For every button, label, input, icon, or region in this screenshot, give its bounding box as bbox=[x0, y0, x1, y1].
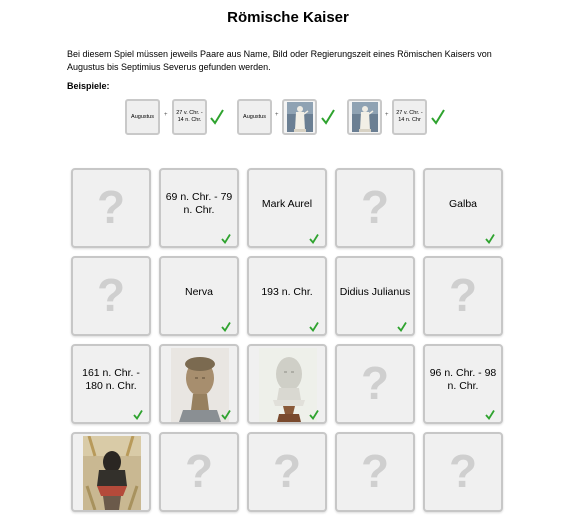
check-icon bbox=[309, 231, 319, 242]
memory-card-image bbox=[247, 344, 327, 424]
question-mark-icon: ? bbox=[96, 181, 126, 233]
check-icon bbox=[485, 407, 495, 418]
memory-card-hidden[interactable] bbox=[247, 432, 327, 512]
question-mark-icon: ? bbox=[184, 445, 214, 497]
memory-card-name bbox=[335, 256, 415, 336]
memory-card-image bbox=[159, 344, 239, 424]
example-plus: + bbox=[164, 112, 168, 118]
augustus-statue-image bbox=[352, 102, 378, 132]
bust-ornate-dark-image bbox=[83, 436, 141, 510]
card-name-text: Nerva bbox=[184, 285, 213, 298]
augustus-statue-image bbox=[287, 102, 313, 132]
memory-card-date bbox=[247, 256, 327, 336]
examples-label: Beispiele: bbox=[67, 81, 110, 91]
check-icon bbox=[221, 319, 231, 330]
question-mark-icon: ? bbox=[360, 181, 390, 233]
example-card-name bbox=[125, 99, 160, 135]
example-name-text: Augustus bbox=[243, 113, 266, 120]
card-reign-text: 69 n. Chr. - 79 n. Chr. bbox=[165, 191, 233, 216]
memory-card-date bbox=[423, 344, 503, 424]
check-icon bbox=[309, 319, 319, 330]
example-card-image bbox=[347, 99, 382, 135]
memory-card-date bbox=[71, 344, 151, 424]
check-icon bbox=[221, 407, 231, 418]
check-icon bbox=[221, 231, 231, 242]
example-card-date bbox=[172, 99, 207, 135]
card-reign-text: 161 n. Chr. - 180 n. Chr. bbox=[82, 367, 140, 392]
question-mark-icon: ? bbox=[272, 445, 302, 497]
card-name-text: Didius Julianus bbox=[339, 285, 411, 298]
memory-card-hidden[interactable] bbox=[335, 344, 415, 424]
card-name-text: Galba bbox=[448, 197, 478, 210]
example-date-text: 27 v. Chr. - 14 n. Chr. bbox=[176, 110, 203, 123]
check-icon bbox=[397, 319, 407, 330]
memory-card-hidden[interactable] bbox=[159, 432, 239, 512]
memory-card-name bbox=[247, 168, 327, 248]
check-icon bbox=[485, 231, 495, 242]
page-title: Römische Kaiser bbox=[227, 9, 349, 26]
memory-card-name bbox=[423, 168, 503, 248]
memory-card-hidden[interactable] bbox=[335, 168, 415, 248]
example-card-date bbox=[392, 99, 427, 135]
memory-card-image bbox=[71, 432, 151, 512]
check-icon bbox=[133, 407, 143, 418]
check-icon bbox=[309, 407, 319, 418]
memory-card-date bbox=[159, 168, 239, 248]
memory-card-hidden[interactable] bbox=[423, 256, 503, 336]
check-icon bbox=[321, 108, 335, 126]
question-mark-icon: ? bbox=[448, 445, 478, 497]
intro-text: Bei diesem Spiel müssen jeweils Paare aus Name, Bild oder Regierungszeit eines Römischen Kaisers von Augustus bis Septimius Severus gefunden werden. bbox=[67, 49, 492, 72]
memory-card-name bbox=[159, 256, 239, 336]
example-name-text: Augustus bbox=[131, 113, 154, 120]
card-reign-text: 96 n. Chr. - 98 n. Chr. bbox=[429, 367, 497, 392]
question-mark-icon: ? bbox=[96, 269, 126, 321]
card-name-text: Mark Aurel bbox=[261, 197, 313, 210]
memory-card-hidden[interactable] bbox=[423, 432, 503, 512]
question-mark-icon: ? bbox=[448, 269, 478, 321]
card-reign-text: 193 n. Chr. bbox=[261, 285, 313, 298]
example-card-image bbox=[282, 99, 317, 135]
check-icon bbox=[210, 108, 224, 126]
question-mark-icon: ? bbox=[360, 445, 390, 497]
memory-card-hidden[interactable] bbox=[71, 256, 151, 336]
question-mark-icon: ? bbox=[360, 357, 390, 409]
example-card-name bbox=[237, 99, 272, 135]
example-plus: + bbox=[385, 112, 389, 118]
example-plus: + bbox=[275, 112, 279, 118]
check-icon bbox=[431, 108, 445, 126]
memory-card-hidden[interactable] bbox=[71, 168, 151, 248]
memory-card-hidden[interactable] bbox=[335, 432, 415, 512]
example-date-text: 27 v. Chr. - 14 n. Chr bbox=[396, 110, 423, 123]
